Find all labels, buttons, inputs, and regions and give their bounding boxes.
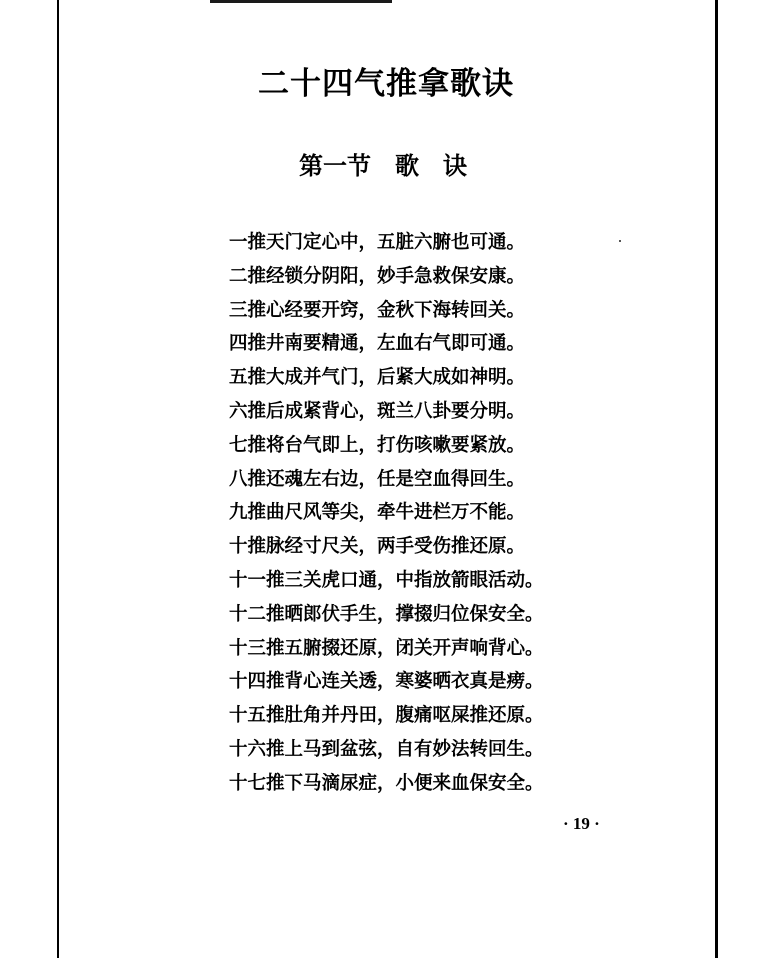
verse-line: 二推经锁分阴阳，妙手急救保安康。 <box>229 265 526 287</box>
verse-line: 十推脉经寸尺关，两手受伤推还原。 <box>229 536 526 558</box>
scan-speck <box>619 240 621 242</box>
verse-list <box>229 229 544 804</box>
verse-line: 十二推晒郎伏手生，撑掇归位保安全。 <box>229 603 544 625</box>
verse-line: 九推曲尺风等尖，牵牛进栏万不能。 <box>229 502 526 524</box>
verse-line: 三推心经要开窍，金秋下海转回关。 <box>229 299 526 321</box>
verse-line: 十四推背心连关透，寒婆晒衣真是痨。 <box>229 671 544 693</box>
verse-line: 十六推上马到盆弦，自有妙法转回生。 <box>229 738 544 760</box>
top-scan-rule <box>210 0 392 3</box>
page-number: · 19 · <box>563 814 600 833</box>
page-title: 二十四气推拿歌诀 <box>258 66 514 102</box>
section-title: 第一节 歌 诀 <box>299 151 467 180</box>
verse-line: 五推大成并气门，后紧大成如神明。 <box>229 367 526 389</box>
verse-line: 十一推三关虎口通，中指放箭眼活动。 <box>229 569 544 591</box>
page-left-border <box>57 0 59 958</box>
verse-line: 十三推五腑掇还原，闭关开声响背心。 <box>229 637 544 659</box>
verse-line: 十七推下马滴尿症，小便来血保安全。 <box>229 772 544 794</box>
page-right-border <box>715 0 718 958</box>
verse-line: 一推天门定心中，五脏六腑也可通。 <box>229 232 526 253</box>
verse-line: 六推后成紧背心，斑兰八卦要分明。 <box>229 400 526 422</box>
verse-line: 十五推肚角并丹田，腹痛呕屎推还原。 <box>229 705 544 727</box>
verse-line: 四推井南要精通，左血右气即可通。 <box>229 333 526 355</box>
verse-line: 八推还魂左右边，任是空血得回生。 <box>229 468 526 490</box>
verse-line: 七推将台气即上，打伤咳嗽要紧放。 <box>229 434 526 456</box>
